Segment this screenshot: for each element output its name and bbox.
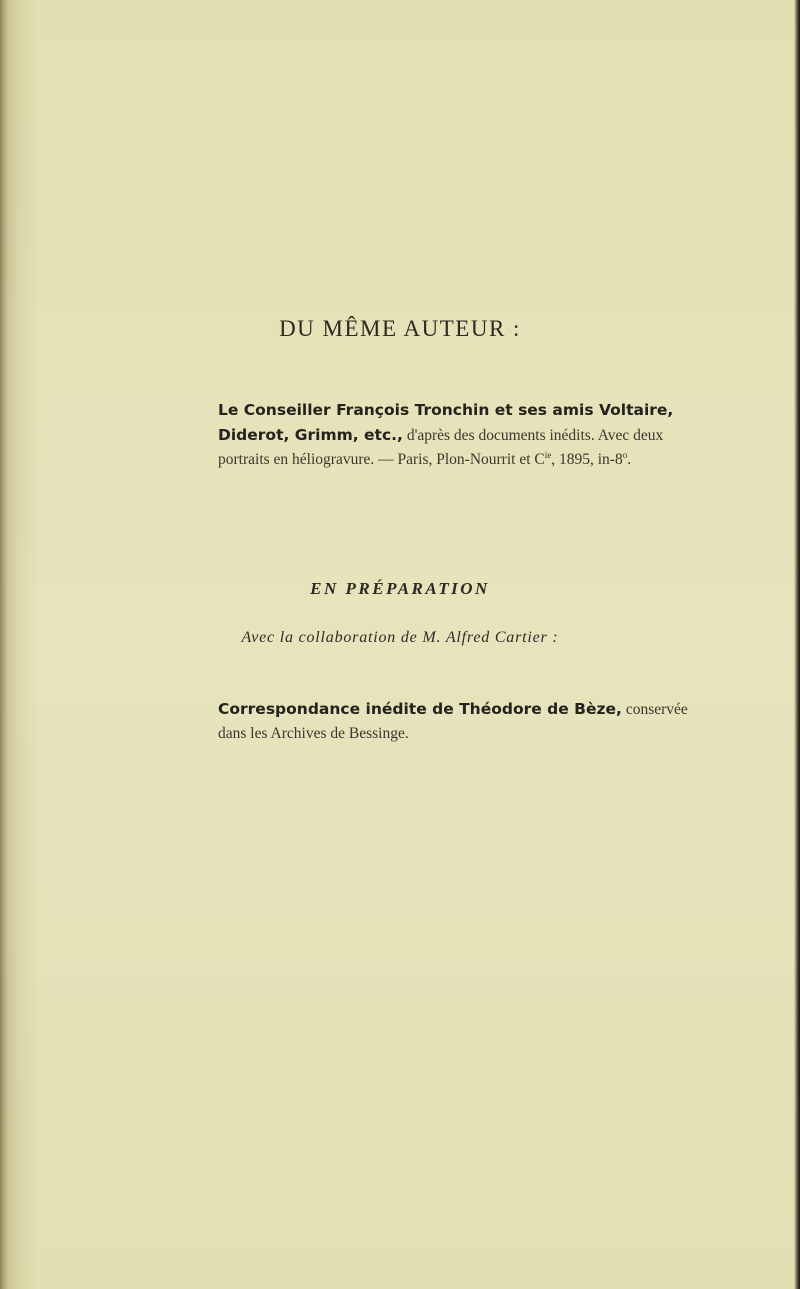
- entry-line: [218, 398, 778, 423]
- collaboration-note: Avec la collaboration de M. Alfred Cartier :: [241, 629, 559, 646]
- entry-title: Correspondance inédite de Théodore de Bèze,: [218, 700, 622, 718]
- entry-description: conservée: [621, 701, 688, 718]
- superscript: o: [622, 449, 628, 460]
- entry-title: Le Conseiller François Tronchin et ses amis Voltaire,: [218, 401, 674, 419]
- entry-line: [218, 697, 778, 722]
- entry-title-cont: Diderot, Grimm, etc.,: [218, 426, 403, 444]
- bibliography-entry-tronchin: [218, 398, 778, 472]
- entry-description: d'après des documents inédits. Avec deux: [402, 427, 664, 444]
- superscript: ie: [544, 449, 552, 460]
- in-preparation-heading: EN PRÉPARATION: [310, 579, 490, 598]
- bibliography-entry-beze: [218, 697, 778, 746]
- entry-period: .: [627, 451, 632, 468]
- entry-line: [218, 423, 778, 448]
- entry-description-cont: dans les Archives de Bessinge.: [218, 725, 409, 742]
- page-heading: DU MÊME AUTEUR :: [279, 316, 521, 341]
- entry-publication-year: , 1895, in-8: [551, 451, 623, 468]
- entry-publication: portraits en héliogravure. — Paris, Plon-Nourrit et C: [218, 451, 545, 468]
- entry-line: [218, 722, 778, 746]
- entry-line: [218, 448, 778, 472]
